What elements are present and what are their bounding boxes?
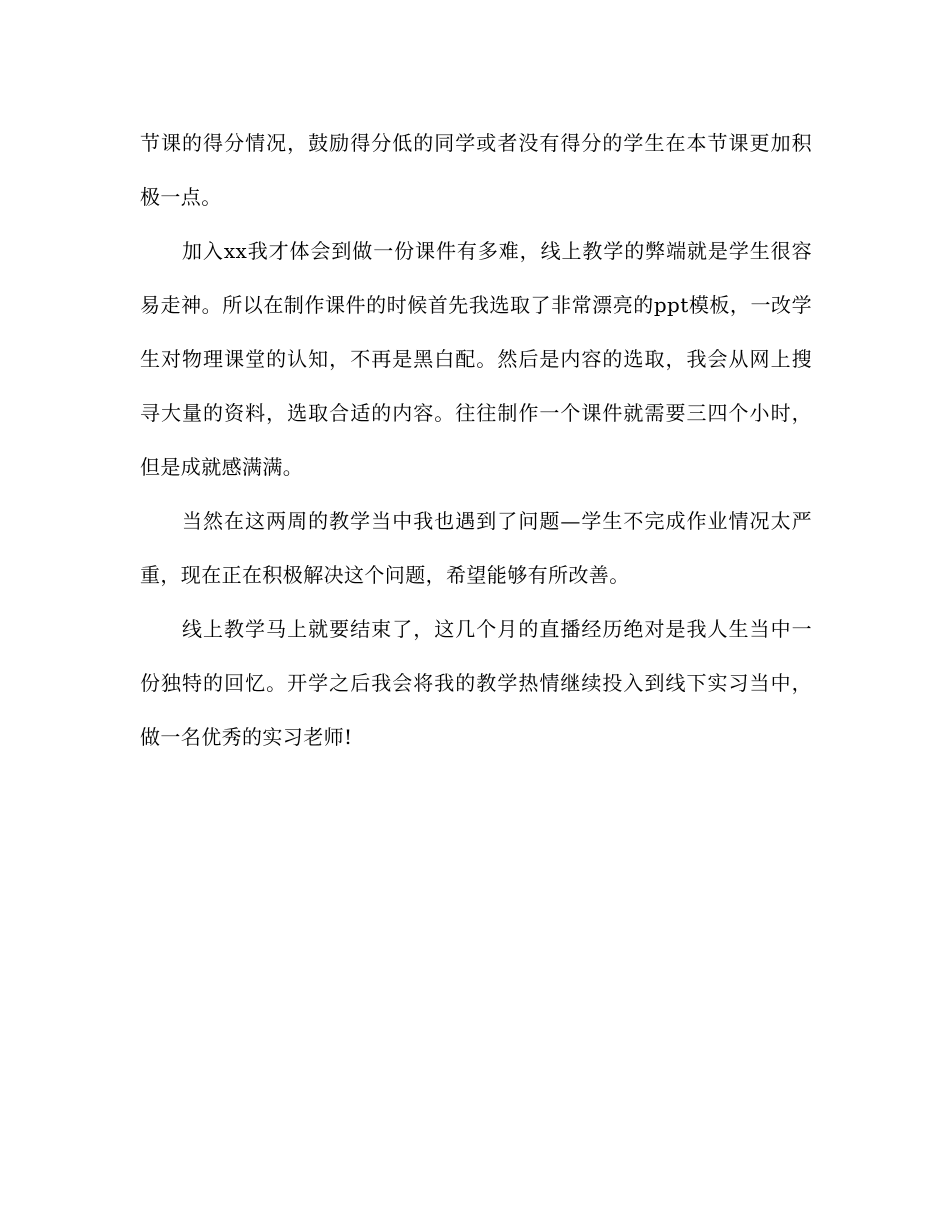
document-body [140,116,812,764]
paragraph-1: 节课的得分情况，鼓励得分低的同学或者没有得分的学生在本节课更加积极一点。 [140,131,812,209]
paragraph-3: 当然在这两周的教学当中我也遇到了问题—学生不完成作业情况太严重，现在正在积极解决这个问题，希望能够有所改善。 [140,509,812,587]
paragraph-4: 线上教学马上就要结束了，这几个月的直播经历绝对是我人生当中一份独特的回忆。开学之后我会将我的教学热情继续投入到线下实习当中，做一名优秀的实习老师! [140,617,812,749]
paragraph-2: 加入xx我才体会到做一份课件有多难，线上教学的弊端就是学生很容易走神。所以在制作课件的时候首先我选取了非常漂亮的ppt模板，一改学生对物理课堂的认知，不再是黑白配。然后是内容的选取，我会从网上搜寻大量的资料，选取合适的内容。往往制作一个课件就需要三四个小时，但是成就感满满。 [140,239,812,479]
